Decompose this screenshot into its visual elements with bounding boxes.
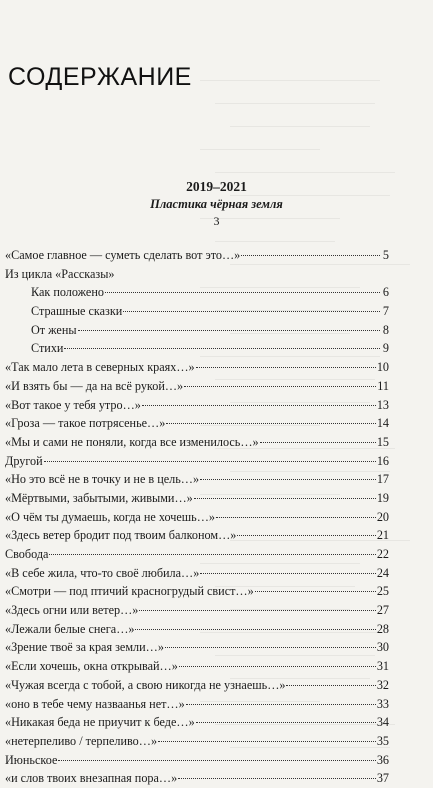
dot-leader bbox=[139, 610, 375, 611]
dot-leader bbox=[260, 442, 376, 443]
toc-entry bbox=[5, 526, 389, 545]
toc-entry bbox=[5, 302, 389, 321]
toc-entry bbox=[5, 508, 389, 527]
toc-entry-title: «Так мало лета в северных краях…» bbox=[5, 360, 195, 375]
toc-entry bbox=[5, 564, 389, 583]
dot-leader bbox=[135, 629, 375, 630]
toc-entry bbox=[5, 414, 389, 433]
show-through-line bbox=[230, 195, 390, 196]
toc-entry bbox=[5, 601, 389, 620]
toc-entry-title: «Но это всё не в точку и не в цель…» bbox=[5, 472, 200, 487]
toc-entry-title: Свобода bbox=[5, 547, 49, 561]
toc-entry-page: 8 bbox=[382, 322, 389, 337]
toc-entry-page: 20 bbox=[376, 509, 389, 524]
dot-leader bbox=[179, 666, 376, 667]
toc-entry-title: Как положено bbox=[31, 285, 104, 300]
toc-entry bbox=[5, 377, 389, 396]
toc-entry bbox=[5, 321, 389, 340]
toc-entry bbox=[5, 751, 389, 770]
toc-entry-title: «Если хочешь, окна открывай…» bbox=[5, 659, 178, 674]
toc-entry-page: 27 bbox=[376, 603, 389, 618]
toc-entry-title: «Здесь огни или ветер…» bbox=[5, 603, 139, 618]
toc-entry-title: Стихи bbox=[31, 341, 64, 356]
dot-leader bbox=[241, 255, 380, 256]
toc-entry-page: 14 bbox=[376, 416, 389, 431]
toc-entry-title: «Зрение твоё за края земли…» bbox=[5, 640, 164, 655]
toc-entry-page: 5 bbox=[382, 248, 389, 262]
section-years: 2019–2021 bbox=[186, 179, 247, 194]
dot-leader bbox=[142, 405, 376, 406]
show-through-line bbox=[200, 149, 320, 150]
toc-entry bbox=[5, 246, 389, 265]
toc-entry bbox=[5, 676, 389, 695]
dot-leader bbox=[194, 498, 376, 499]
toc-entry-title: «Вот такое у тебя утро…» bbox=[5, 397, 141, 412]
toc-entry-title: «и слов твоих внезапная пора…» bbox=[5, 771, 178, 786]
toc-entry bbox=[5, 433, 389, 452]
dot-leader bbox=[58, 760, 375, 761]
toc-entry bbox=[5, 358, 389, 377]
toc-entry-page: 25 bbox=[376, 584, 389, 599]
toc-entry bbox=[5, 545, 389, 564]
toc-entry bbox=[5, 489, 389, 508]
dot-leader bbox=[186, 704, 376, 705]
toc-entry bbox=[5, 396, 389, 415]
toc-entry-page: 6 bbox=[382, 285, 389, 300]
dot-leader bbox=[166, 423, 375, 424]
section-title: Пластика чёрная земля bbox=[150, 197, 283, 211]
dot-leader bbox=[196, 367, 376, 368]
toc-entry-page: 16 bbox=[376, 453, 389, 468]
show-through-line bbox=[230, 126, 370, 127]
toc-entry bbox=[5, 657, 389, 676]
toc-entry bbox=[5, 769, 389, 788]
toc-entry-page: 7 bbox=[382, 304, 389, 319]
toc-entry-page: 21 bbox=[376, 528, 389, 543]
dot-leader bbox=[255, 591, 376, 592]
toc-entry-title: «оно в тебе чему назваанья нет…» bbox=[5, 696, 185, 711]
dot-leader bbox=[44, 461, 376, 462]
show-through-line bbox=[200, 80, 380, 81]
toc-entry bbox=[5, 283, 389, 302]
toc-entry bbox=[5, 470, 389, 489]
toc-entry-title: Другой bbox=[5, 453, 43, 468]
toc-entry-title: «Лежали белые снега…» bbox=[5, 621, 135, 636]
toc-entry-page: 9 bbox=[382, 341, 389, 356]
toc-entry-page: 36 bbox=[376, 752, 389, 767]
toc-entry-title: От жены bbox=[31, 322, 77, 337]
toc-entry bbox=[5, 339, 389, 358]
toc-entry bbox=[5, 452, 389, 471]
dot-leader bbox=[184, 386, 376, 387]
toc-entry-page: 37 bbox=[376, 771, 389, 786]
toc-entry-page: 30 bbox=[376, 640, 389, 655]
dot-leader bbox=[123, 311, 380, 312]
section-page-number: 3 bbox=[213, 214, 220, 228]
toc-entry-page: 19 bbox=[376, 490, 389, 505]
dot-leader bbox=[286, 685, 375, 686]
dot-leader bbox=[216, 517, 376, 518]
toc-entry bbox=[5, 620, 389, 639]
toc-entry-title: «Чужая всегда с тобой, а свою никогда не узнаешь…» bbox=[5, 677, 286, 692]
toc-entry-page: 35 bbox=[376, 733, 389, 748]
toc-entry-title: Июньское bbox=[5, 752, 58, 767]
toc-entry-page: 10 bbox=[376, 360, 389, 375]
toc-entry-title: Страшные сказки bbox=[31, 304, 123, 319]
toc-entry-page: 34 bbox=[376, 715, 389, 730]
toc-entry bbox=[5, 265, 389, 284]
toc-entry-title: «Гроза — такое потрясенье…» bbox=[5, 416, 166, 431]
toc-entry-title: Из цикла «Рассказы» bbox=[5, 266, 115, 281]
dot-leader bbox=[105, 292, 380, 293]
toc-entry-page: 33 bbox=[376, 696, 389, 711]
dot-leader bbox=[49, 554, 375, 555]
toc-entry-page: 31 bbox=[376, 659, 389, 674]
page-title: СОДЕРЖАНИЕ bbox=[8, 62, 192, 91]
toc-entry bbox=[5, 638, 389, 657]
toc-entry-title: «Самое главное — суметь сделать вот это…» bbox=[5, 248, 241, 262]
dot-leader bbox=[178, 778, 376, 779]
show-through-line bbox=[215, 241, 335, 242]
dot-leader bbox=[200, 573, 375, 574]
toc-entry-title: «Здесь ветер бродит под твоим балконом…» bbox=[5, 528, 237, 543]
toc-entry-title: «нетерпеливо / терпеливо…» bbox=[5, 733, 158, 748]
toc-entry-page: 32 bbox=[376, 677, 389, 692]
toc-entry-title: «О чём ты думаешь, когда не хочешь…» bbox=[5, 509, 216, 524]
toc-entry bbox=[5, 713, 389, 732]
toc-entry-page: 13 bbox=[376, 397, 389, 412]
dot-leader bbox=[158, 741, 376, 742]
toc-entry-title: «В себе жила, что-то своё любила…» bbox=[5, 565, 200, 580]
toc-entry-page: 15 bbox=[376, 434, 389, 449]
toc-entry bbox=[5, 732, 389, 751]
show-through-line bbox=[215, 103, 375, 104]
toc-entry-page: 22 bbox=[376, 547, 389, 561]
dot-leader bbox=[200, 479, 376, 480]
toc-entry-title: «Никакая беда не приучит к беде…» bbox=[5, 715, 195, 730]
toc-entry-page: 24 bbox=[376, 565, 389, 580]
dot-leader bbox=[237, 535, 375, 536]
dot-leader bbox=[78, 330, 380, 331]
toc-entry-page: 11 bbox=[377, 378, 389, 393]
table-of-contents bbox=[5, 246, 389, 788]
toc-entry-title: «Смотри — под птичий красногрудый свист…» bbox=[5, 584, 254, 599]
dot-leader bbox=[196, 722, 376, 723]
toc-entry-page: 17 bbox=[376, 472, 389, 487]
toc-entry-page: 28 bbox=[376, 621, 389, 636]
dot-leader bbox=[165, 647, 376, 648]
toc-entry-title: «И взять бы — да на всё рукой…» bbox=[5, 378, 184, 393]
toc-entry-title: «Мы и сами не поняли, когда все изменилось…» bbox=[5, 434, 259, 449]
dot-leader bbox=[64, 348, 380, 349]
toc-entry bbox=[5, 582, 389, 601]
toc-entry-title: «Мёртвыми, забытыми, живыми…» bbox=[5, 490, 193, 505]
toc-entry bbox=[5, 695, 389, 714]
show-through-line bbox=[215, 172, 395, 173]
